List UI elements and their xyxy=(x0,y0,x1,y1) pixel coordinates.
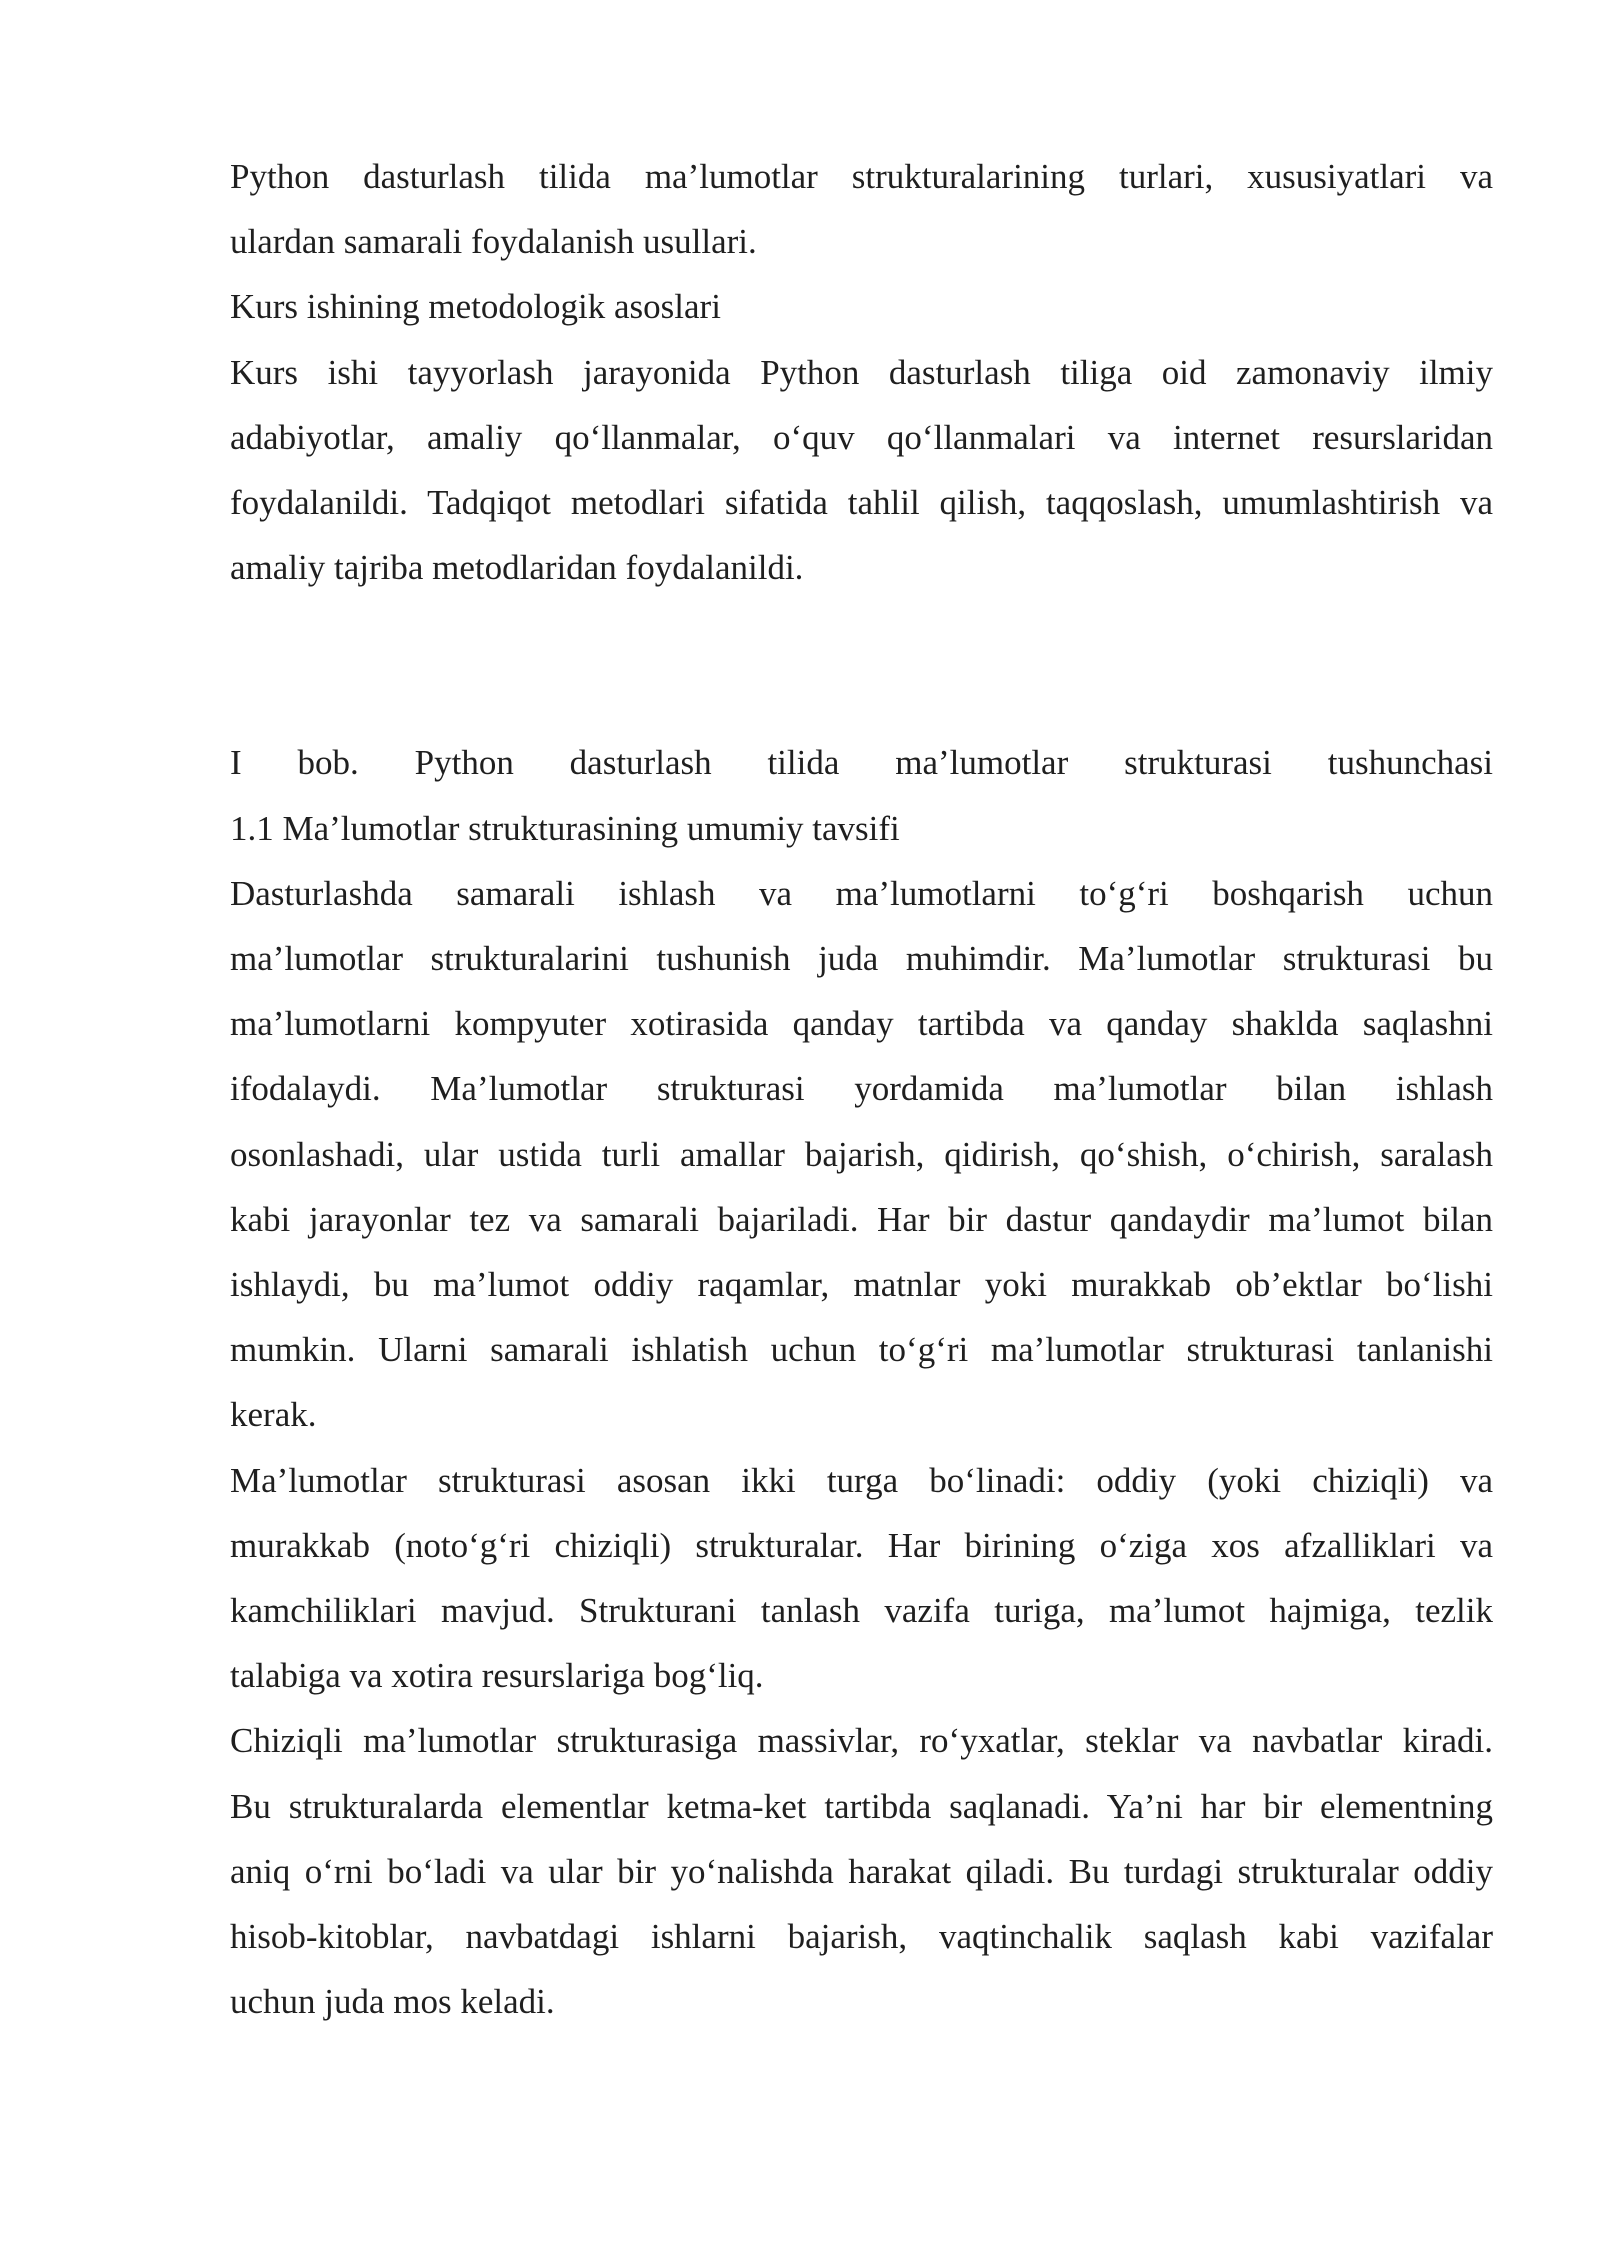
text-line: osonlashadi, ular ustida turli amallar bajarish, qidirish, qo‘shish, o‘chirish, saralash xyxy=(230,1134,1493,1174)
text-line: ulardan samarali foydalanish usullari. xyxy=(230,222,757,262)
chapter-title: I bob. Python dasturlash tilida ma’lumotlar strukturasi tushunchasi xyxy=(230,743,1493,783)
intro-paragraph xyxy=(230,144,1493,274)
text-line: hisob-kitoblar, navbatdagi ishlarni bajarish, vaqtinchalik saqlash kabi vazifalar xyxy=(230,1917,1493,1957)
text-line: Kurs ishining metodologik asoslari xyxy=(230,287,721,327)
text-line: mumkin. Ularni samarali ishlatish uchun to‘g‘ri ma’lumotlar strukturasi tanlanishi xyxy=(230,1330,1493,1370)
chapter-heading xyxy=(230,730,1493,860)
text-line: Python dasturlash tilida ma’lumotlar strukturalarining turlari, xususiyatlari va xyxy=(230,157,1493,196)
text-line: murakkab (noto‘g‘ri chiziqli) strukturalar. Har birining o‘ziga xos afzalliklari va xyxy=(230,1525,1493,1565)
text-line: kabi jarayonlar tez va samarali bajariladi. Har bir dastur qandaydir ma’lumot bilan xyxy=(230,1199,1493,1239)
text-line: aniq o‘rni bo‘ladi va ular bir yo‘nalishda harakat qiladi. Bu turdagi strukturalar oddiy xyxy=(230,1851,1493,1891)
text-line: adabiyotlar, amaliy qo‘llanmalar, o‘quv qo‘llanmalari va internet resurslaridan xyxy=(230,417,1493,457)
text-line: kamchiliklari mavjud. Strukturani tanlash vazifa turiga, ma’lumot hajmiga, tezlik xyxy=(230,1591,1493,1631)
text-line: Dasturlashda samarali ishlash va ma’lumotlarni to‘g‘ri boshqarish uchun xyxy=(230,873,1493,913)
text-line: Bu strukturalarda elementlar ketma-ket tartibda saqlanadi. Ya’ni har bir elementning xyxy=(230,1786,1493,1826)
document-page xyxy=(230,144,1493,2034)
text-line: talabiga va xotira resurslariga bog‘liq. xyxy=(230,1656,764,1696)
text-line: foydalanildi. Tadqiqot metodlari sifatida tahlil qilish, taqqoslash, umumlashtirish va xyxy=(230,483,1493,523)
text-line: kerak. xyxy=(230,1395,317,1435)
text-line: ma’lumotlarni kompyuter xotirasida qanday tartibda va qanday shaklda saqlashni xyxy=(230,1004,1493,1044)
section-title: 1.1 Ma’lumotlar strukturasining umumiy tavsifi xyxy=(230,808,900,848)
text-line: amaliy tajriba metodlaridan foydalanildi. xyxy=(230,548,804,588)
body-paragraph-1 xyxy=(230,861,1493,1448)
text-line: Ma’lumotlar strukturasi asosan ikki turga bo‘linadi: oddiy (yoki chiziqli) va xyxy=(230,1460,1493,1500)
body-paragraph-3 xyxy=(230,1708,1493,2034)
text-line: ishlaydi, bu ma’lumot oddiy raqamlar, matnlar yoki murakkab ob’ektlar bo‘lishi xyxy=(230,1265,1493,1305)
text-line: ifodalaydi. Ma’lumotlar strukturasi yordamida ma’lumotlar bilan ishlash xyxy=(230,1069,1493,1109)
section-gap xyxy=(230,600,1493,730)
text-line: Chiziqli ma’lumotlar strukturasiga massivlar, ro‘yxatlar, steklar va navbatlar kiradi. xyxy=(230,1721,1493,1761)
methodology-heading xyxy=(230,274,1493,339)
body-paragraph-2 xyxy=(230,1448,1493,1709)
text-line: uchun juda mos keladi. xyxy=(230,1982,555,2022)
text-line: Kurs ishi tayyorlash jarayonida Python dasturlash tiliga oid zamonaviy ilmiy xyxy=(230,352,1493,392)
text-line: ma’lumotlar strukturalarini tushunish juda muhimdir. Ma’lumotlar strukturasi bu xyxy=(230,939,1493,979)
methodology-paragraph xyxy=(230,340,1493,601)
